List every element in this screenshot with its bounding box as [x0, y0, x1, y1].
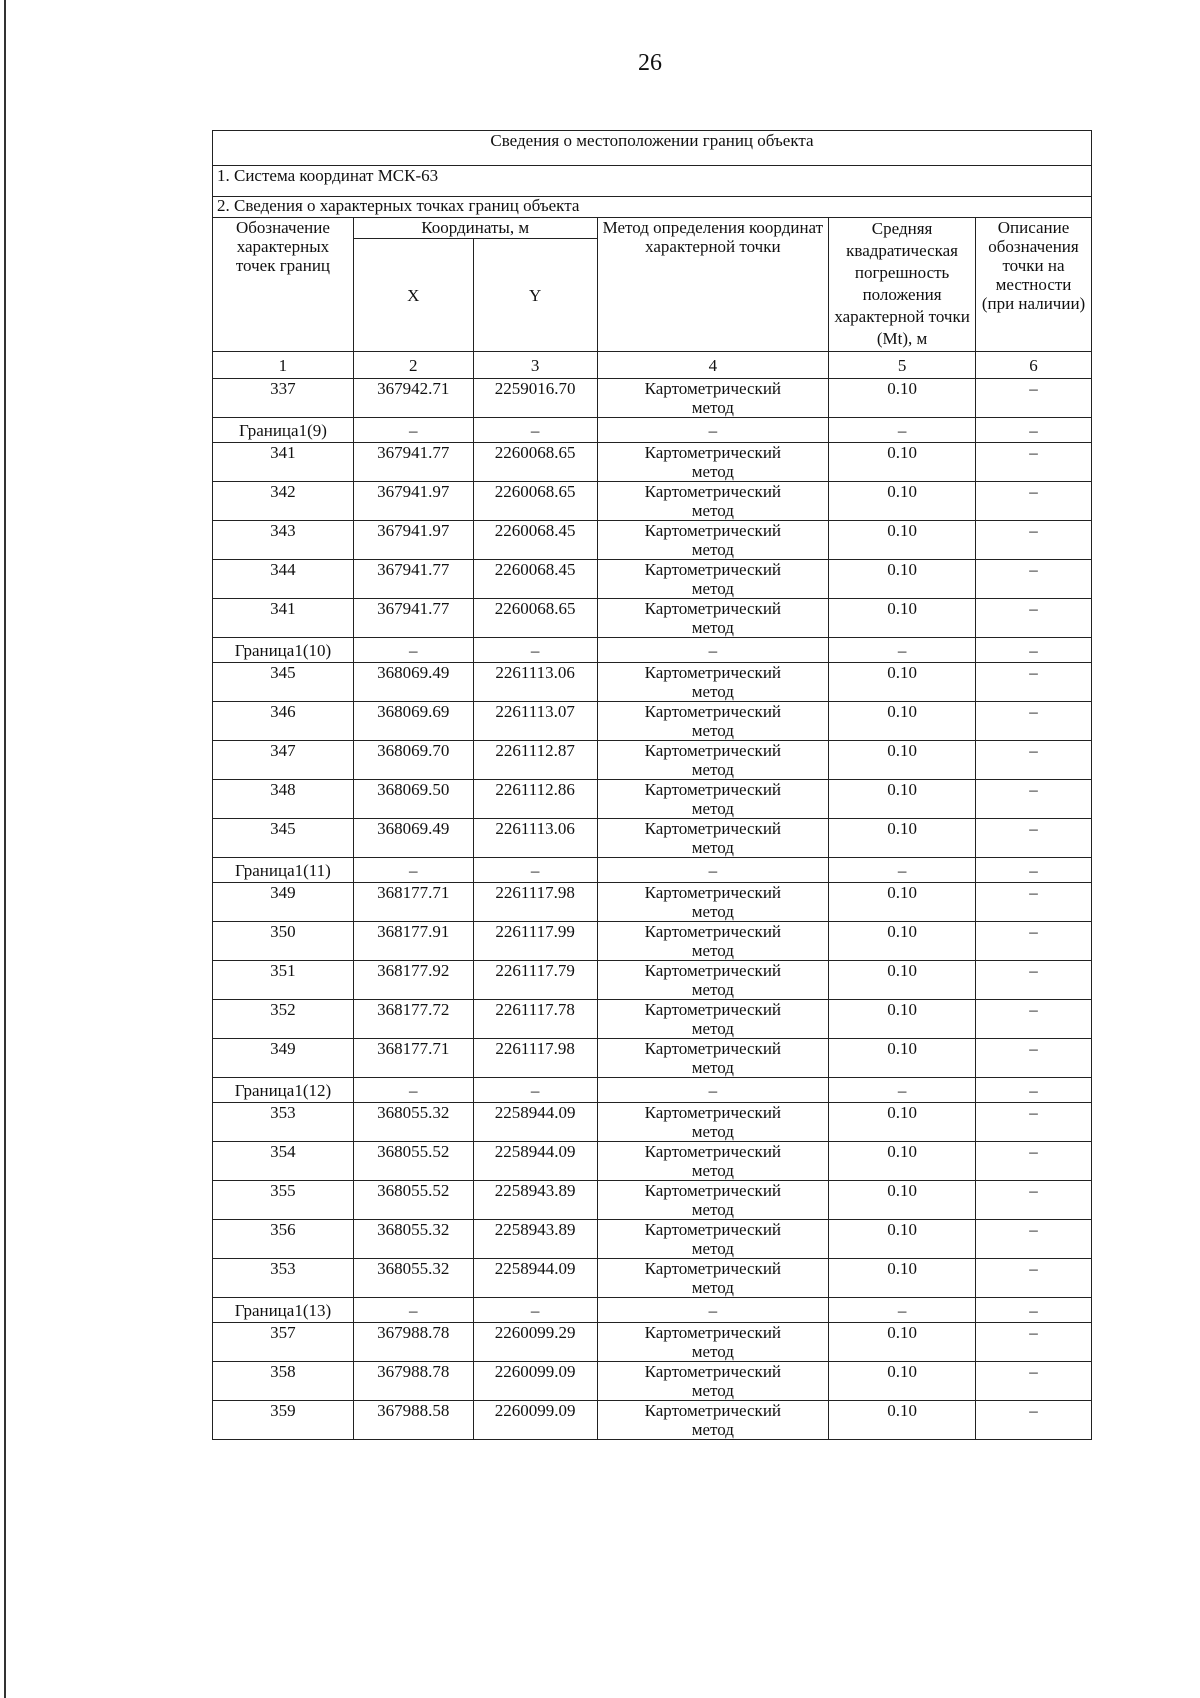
- y-coordinate-cell: –: [473, 1078, 597, 1103]
- method-word: метод: [691, 760, 734, 779]
- header-method: Метод определения координат характерной точки: [597, 218, 829, 352]
- description-cell: –: [976, 858, 1092, 883]
- table-row: [213, 560, 1092, 599]
- point-id-cell: 353: [213, 1103, 354, 1142]
- method-cell: [597, 1220, 829, 1259]
- method-name: Картометрический: [644, 883, 782, 902]
- x-coordinate-cell: 368055.52: [353, 1142, 473, 1181]
- y-coordinate-cell: 2260068.45: [473, 560, 597, 599]
- point-id-cell: Граница1(12): [213, 1078, 354, 1103]
- error-cell: 0.10: [829, 482, 976, 521]
- method-word: метод: [691, 682, 734, 701]
- method-cell: [597, 1298, 829, 1323]
- x-coordinate-cell: 367988.78: [353, 1362, 473, 1401]
- point-id-cell: 355: [213, 1181, 354, 1220]
- coordinate-system-line: 1. Система координат МСК-63: [213, 166, 1092, 197]
- method-word: метод: [691, 721, 734, 740]
- column-number: 3: [473, 352, 597, 379]
- header-error: Средняя квадратическая погрешность положения характерной точки (Mt), м: [829, 218, 976, 352]
- y-coordinate-cell: 2261117.78: [473, 1000, 597, 1039]
- point-id-cell: 349: [213, 1039, 354, 1078]
- header-y: Y: [473, 239, 597, 352]
- header-designation: Обозначение характерных точек границ: [213, 218, 354, 352]
- method-cell: [597, 663, 829, 702]
- y-coordinate-cell: 2261117.98: [473, 1039, 597, 1078]
- method-cell: [597, 1181, 829, 1220]
- method-name: Картометрический: [644, 560, 782, 579]
- description-cell: –: [976, 961, 1092, 1000]
- description-cell: –: [976, 1259, 1092, 1298]
- table-row: [213, 922, 1092, 961]
- table-row: [213, 1000, 1092, 1039]
- method-cell: [597, 741, 829, 780]
- x-coordinate-cell: 368055.32: [353, 1103, 473, 1142]
- method-cell: [597, 443, 829, 482]
- method-name: –: [708, 860, 718, 880]
- table-row: [213, 741, 1092, 780]
- method-word: метод: [691, 1122, 734, 1141]
- x-coordinate-cell: –: [353, 1298, 473, 1323]
- y-coordinate-cell: 2261112.87: [473, 741, 597, 780]
- description-cell: –: [976, 741, 1092, 780]
- x-coordinate-cell: –: [353, 1078, 473, 1103]
- table-row: [213, 1181, 1092, 1220]
- table-row: [213, 883, 1092, 922]
- y-coordinate-cell: 2261113.06: [473, 663, 597, 702]
- x-coordinate-cell: –: [353, 418, 473, 443]
- point-id-cell: 343: [213, 521, 354, 560]
- x-coordinate-cell: –: [353, 858, 473, 883]
- method-name: Картометрический: [644, 1039, 782, 1058]
- error-cell: 0.10: [829, 780, 976, 819]
- x-coordinate-cell: 368177.71: [353, 1039, 473, 1078]
- description-cell: –: [976, 1039, 1092, 1078]
- method-word: метод: [691, 501, 734, 520]
- method-name: Картометрический: [644, 379, 782, 398]
- method-word: метод: [691, 1019, 734, 1038]
- y-coordinate-cell: 2258944.09: [473, 1259, 597, 1298]
- point-id-cell: 356: [213, 1220, 354, 1259]
- method-cell: [597, 1078, 829, 1103]
- x-coordinate-cell: 368177.71: [353, 883, 473, 922]
- column-number: 4: [597, 352, 829, 379]
- y-coordinate-cell: –: [473, 1298, 597, 1323]
- column-number: 2: [353, 352, 473, 379]
- point-id-cell: 357: [213, 1323, 354, 1362]
- y-coordinate-cell: 2260068.65: [473, 482, 597, 521]
- x-coordinate-cell: –: [353, 638, 473, 663]
- x-coordinate-cell: 368177.72: [353, 1000, 473, 1039]
- error-cell: 0.10: [829, 741, 976, 780]
- x-coordinate-cell: 367941.97: [353, 521, 473, 560]
- description-cell: –: [976, 482, 1092, 521]
- point-id-cell: 358: [213, 1362, 354, 1401]
- description-cell: –: [976, 1181, 1092, 1220]
- method-cell: [597, 1259, 829, 1298]
- method-word: метод: [691, 462, 734, 481]
- header-description: Описание обозначения точки на местности (при наличии): [976, 218, 1092, 352]
- x-coordinate-cell: 368055.32: [353, 1220, 473, 1259]
- method-word: метод: [691, 618, 734, 637]
- table-row: [213, 1220, 1092, 1259]
- error-cell: –: [829, 638, 976, 663]
- error-cell: 0.10: [829, 883, 976, 922]
- error-cell: 0.10: [829, 961, 976, 1000]
- method-cell: [597, 702, 829, 741]
- point-id-cell: 344: [213, 560, 354, 599]
- description-cell: –: [976, 379, 1092, 418]
- x-coordinate-cell: 368069.50: [353, 780, 473, 819]
- method-name: Картометрический: [644, 1362, 782, 1381]
- method-name: Картометрический: [644, 961, 782, 980]
- column-number: 6: [976, 352, 1092, 379]
- method-cell: [597, 1000, 829, 1039]
- method-cell: [597, 418, 829, 443]
- method-name: Картометрический: [644, 1142, 782, 1161]
- method-word: метод: [691, 941, 734, 960]
- method-word: метод: [691, 980, 734, 999]
- x-coordinate-cell: 368069.69: [353, 702, 473, 741]
- error-cell: 0.10: [829, 1000, 976, 1039]
- point-id-cell: 350: [213, 922, 354, 961]
- point-id-cell: 345: [213, 663, 354, 702]
- method-word: метод: [691, 838, 734, 857]
- method-word: метод: [691, 1420, 734, 1439]
- x-coordinate-cell: 368177.91: [353, 922, 473, 961]
- point-id-cell: 346: [213, 702, 354, 741]
- x-coordinate-cell: 367988.78: [353, 1323, 473, 1362]
- method-name: Картометрический: [644, 741, 782, 760]
- method-name: Картометрический: [644, 780, 782, 799]
- error-cell: 0.10: [829, 443, 976, 482]
- method-word: метод: [691, 1200, 734, 1219]
- y-coordinate-cell: 2258944.09: [473, 1142, 597, 1181]
- error-cell: 0.10: [829, 922, 976, 961]
- y-coordinate-cell: 2259016.70: [473, 379, 597, 418]
- description-cell: –: [976, 819, 1092, 858]
- method-name: Картометрический: [644, 1181, 782, 1200]
- error-cell: 0.10: [829, 1401, 976, 1440]
- method-name: Картометрический: [644, 521, 782, 540]
- error-cell: –: [829, 1298, 976, 1323]
- method-name: Картометрический: [644, 1259, 782, 1278]
- description-cell: –: [976, 560, 1092, 599]
- method-name: Картометрический: [644, 1220, 782, 1239]
- error-cell: 0.10: [829, 1259, 976, 1298]
- description-cell: –: [976, 443, 1092, 482]
- method-cell: [597, 482, 829, 521]
- method-name: –: [708, 1080, 718, 1100]
- description-cell: –: [976, 418, 1092, 443]
- method-cell: [597, 1401, 829, 1440]
- method-word: метод: [691, 799, 734, 818]
- error-cell: 0.10: [829, 702, 976, 741]
- point-id-cell: 342: [213, 482, 354, 521]
- error-cell: 0.10: [829, 521, 976, 560]
- error-cell: 0.10: [829, 1142, 976, 1181]
- table-row: [213, 482, 1092, 521]
- method-word: метод: [691, 1058, 734, 1077]
- method-name: Картометрический: [644, 1323, 782, 1342]
- table-row: [213, 443, 1092, 482]
- method-cell: [597, 1323, 829, 1362]
- y-coordinate-cell: 2261117.79: [473, 961, 597, 1000]
- method-cell: [597, 1103, 829, 1142]
- table-row: [213, 521, 1092, 560]
- table-row: [213, 702, 1092, 741]
- x-coordinate-cell: 367941.77: [353, 599, 473, 638]
- description-cell: –: [976, 599, 1092, 638]
- method-name: Картометрический: [644, 443, 782, 462]
- error-cell: 0.10: [829, 599, 976, 638]
- description-cell: –: [976, 883, 1092, 922]
- boundary-coordinates-table: [212, 130, 1092, 1440]
- x-coordinate-cell: 368069.70: [353, 741, 473, 780]
- x-coordinate-cell: 367941.97: [353, 482, 473, 521]
- x-coordinate-cell: 367988.58: [353, 1401, 473, 1440]
- point-id-cell: 353: [213, 1259, 354, 1298]
- method-name: –: [708, 1300, 718, 1320]
- method-name: Картометрический: [644, 702, 782, 721]
- error-cell: 0.10: [829, 1362, 976, 1401]
- method-word: метод: [691, 1381, 734, 1400]
- y-coordinate-cell: 2260099.29: [473, 1323, 597, 1362]
- description-cell: –: [976, 1103, 1092, 1142]
- description-cell: –: [976, 1362, 1092, 1401]
- column-number: 1: [213, 352, 354, 379]
- method-name: Картометрический: [644, 599, 782, 618]
- table-body: [213, 131, 1092, 1440]
- point-id-cell: Граница1(13): [213, 1298, 354, 1323]
- error-cell: –: [829, 858, 976, 883]
- table-row: [213, 780, 1092, 819]
- boundary-group-row: [213, 858, 1092, 883]
- method-word: метод: [691, 902, 734, 921]
- y-coordinate-cell: 2260099.09: [473, 1401, 597, 1440]
- method-cell: [597, 858, 829, 883]
- table-row: [213, 1142, 1092, 1181]
- method-word: метод: [691, 1278, 734, 1297]
- point-id-cell: Граница1(11): [213, 858, 354, 883]
- table-row: [213, 961, 1092, 1000]
- header-coordinates: Координаты, м: [353, 218, 597, 239]
- y-coordinate-cell: 2260068.65: [473, 599, 597, 638]
- method-word: метод: [691, 1161, 734, 1180]
- boundary-group-row: [213, 638, 1092, 663]
- description-cell: –: [976, 1298, 1092, 1323]
- method-cell: [597, 521, 829, 560]
- points-section-line: 2. Сведения о характерных точках границ объекта: [213, 197, 1092, 218]
- y-coordinate-cell: 2261113.07: [473, 702, 597, 741]
- method-cell: [597, 1142, 829, 1181]
- error-cell: 0.10: [829, 379, 976, 418]
- method-word: метод: [691, 1239, 734, 1258]
- x-coordinate-cell: 368069.49: [353, 663, 473, 702]
- description-cell: –: [976, 1000, 1092, 1039]
- error-cell: 0.10: [829, 819, 976, 858]
- y-coordinate-cell: 2258943.89: [473, 1220, 597, 1259]
- x-coordinate-cell: 368055.52: [353, 1181, 473, 1220]
- point-id-cell: 349: [213, 883, 354, 922]
- description-cell: –: [976, 638, 1092, 663]
- page-left-edge: [4, 0, 6, 1698]
- y-coordinate-cell: 2261117.98: [473, 883, 597, 922]
- x-coordinate-cell: 368069.49: [353, 819, 473, 858]
- point-id-cell: 341: [213, 443, 354, 482]
- method-cell: [597, 638, 829, 663]
- column-number: 5: [829, 352, 976, 379]
- method-name: –: [708, 640, 718, 660]
- method-name: Картометрический: [644, 819, 782, 838]
- y-coordinate-cell: 2261113.06: [473, 819, 597, 858]
- y-coordinate-cell: –: [473, 638, 597, 663]
- method-cell: [597, 922, 829, 961]
- method-cell: [597, 1039, 829, 1078]
- point-id-cell: 351: [213, 961, 354, 1000]
- x-coordinate-cell: 367942.71: [353, 379, 473, 418]
- description-cell: –: [976, 922, 1092, 961]
- description-cell: –: [976, 1220, 1092, 1259]
- method-cell: [597, 379, 829, 418]
- error-cell: 0.10: [829, 663, 976, 702]
- table-title: Сведения о местоположении границ объекта: [213, 131, 1092, 166]
- header-x: X: [353, 239, 473, 352]
- y-coordinate-cell: –: [473, 858, 597, 883]
- error-cell: –: [829, 1078, 976, 1103]
- point-id-cell: 359: [213, 1401, 354, 1440]
- error-cell: 0.10: [829, 1181, 976, 1220]
- error-cell: 0.10: [829, 1039, 976, 1078]
- method-name: Картометрический: [644, 1000, 782, 1019]
- error-cell: –: [829, 418, 976, 443]
- method-cell: [597, 560, 829, 599]
- method-word: метод: [691, 398, 734, 417]
- method-name: Картометрический: [644, 482, 782, 501]
- table-row: [213, 1103, 1092, 1142]
- x-coordinate-cell: 368055.32: [353, 1259, 473, 1298]
- point-id-cell: 341: [213, 599, 354, 638]
- method-name: –: [708, 420, 718, 440]
- x-coordinate-cell: 368177.92: [353, 961, 473, 1000]
- method-cell: [597, 780, 829, 819]
- description-cell: –: [976, 702, 1092, 741]
- boundary-group-row: [213, 418, 1092, 443]
- description-cell: –: [976, 1078, 1092, 1103]
- method-name: Картометрический: [644, 922, 782, 941]
- description-cell: –: [976, 1401, 1092, 1440]
- y-coordinate-cell: 2260068.45: [473, 521, 597, 560]
- method-cell: [597, 819, 829, 858]
- method-word: метод: [691, 579, 734, 598]
- boundary-group-row: [213, 1298, 1092, 1323]
- description-cell: –: [976, 663, 1092, 702]
- description-cell: –: [976, 521, 1092, 560]
- y-coordinate-cell: 2260068.65: [473, 443, 597, 482]
- description-cell: –: [976, 1323, 1092, 1362]
- x-coordinate-cell: 367941.77: [353, 443, 473, 482]
- table-row: [213, 1323, 1092, 1362]
- error-cell: 0.10: [829, 1103, 976, 1142]
- x-coordinate-cell: 367941.77: [353, 560, 473, 599]
- y-coordinate-cell: 2260099.09: [473, 1362, 597, 1401]
- point-id-cell: Граница1(10): [213, 638, 354, 663]
- description-cell: –: [976, 1142, 1092, 1181]
- error-cell: 0.10: [829, 1220, 976, 1259]
- description-cell: –: [976, 780, 1092, 819]
- error-cell: 0.10: [829, 1323, 976, 1362]
- point-id-cell: 348: [213, 780, 354, 819]
- method-cell: [597, 1362, 829, 1401]
- method-cell: [597, 599, 829, 638]
- method-word: метод: [691, 540, 734, 559]
- boundary-group-row: [213, 1078, 1092, 1103]
- point-id-cell: Граница1(9): [213, 418, 354, 443]
- y-coordinate-cell: 2261117.99: [473, 922, 597, 961]
- error-cell: 0.10: [829, 560, 976, 599]
- point-id-cell: 337: [213, 379, 354, 418]
- y-coordinate-cell: –: [473, 418, 597, 443]
- method-name: Картометрический: [644, 663, 782, 682]
- method-cell: [597, 883, 829, 922]
- point-id-cell: 345: [213, 819, 354, 858]
- table-row: [213, 1259, 1092, 1298]
- table-row: [213, 599, 1092, 638]
- method-word: метод: [691, 1342, 734, 1361]
- table-row: [213, 1401, 1092, 1440]
- table-row: [213, 663, 1092, 702]
- y-coordinate-cell: 2261112.86: [473, 780, 597, 819]
- method-name: Картометрический: [644, 1401, 782, 1420]
- table-row: [213, 1362, 1092, 1401]
- point-id-cell: 347: [213, 741, 354, 780]
- table-row: [213, 1039, 1092, 1078]
- y-coordinate-cell: 2258943.89: [473, 1181, 597, 1220]
- page-number: 26: [638, 50, 662, 76]
- table-row: [213, 819, 1092, 858]
- table-row: [213, 379, 1092, 418]
- point-id-cell: 354: [213, 1142, 354, 1181]
- y-coordinate-cell: 2258944.09: [473, 1103, 597, 1142]
- method-cell: [597, 961, 829, 1000]
- point-id-cell: 352: [213, 1000, 354, 1039]
- method-name: Картометрический: [644, 1103, 782, 1122]
